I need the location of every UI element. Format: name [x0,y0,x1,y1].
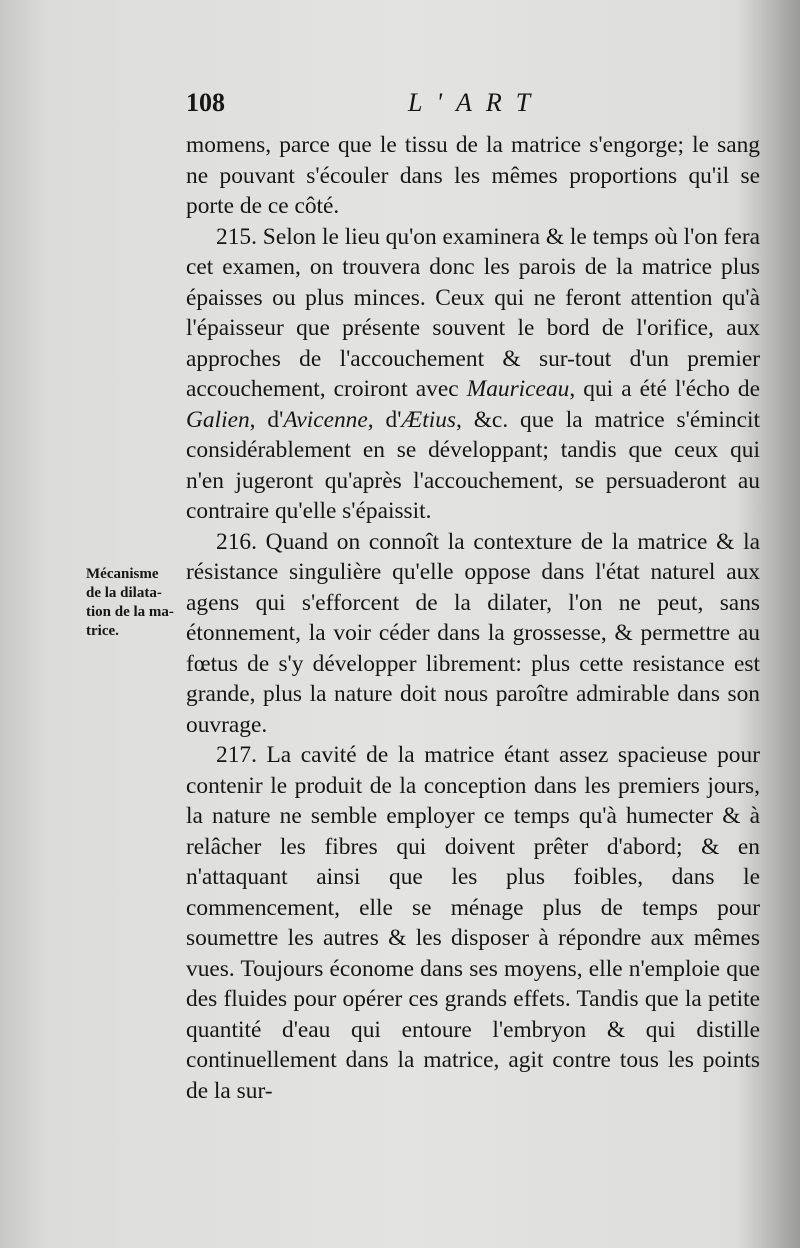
running-head: L'ART [408,88,545,117]
margin-note-line: Mécanisme [86,566,159,582]
margin-note-line: tion de la ma- [86,604,174,620]
author-name: Ætius [401,406,456,433]
author-name: Mauriceau [466,376,570,402]
margin-note-line: de la dilata- [86,585,162,601]
paragraph-217: 217. La cavité de la matrice étant assez spacieuse pour contenir le produit de la conception dans les premiers jours, la nature ne semble employer ce temps qu'à humecter & à relâcher les fibres qui doivent prêter d'abord; & en n'attaquant ainsi que les plus foibles, dans le commencement, elle se ménage plus de temps pour soumettre les autres & les disposer à répondre aux mêmes vues. Toujours économe dans ses moyens, elle n'emploie que des fluides pour opérer ces grands effets. Tandis que la petite quantité d'eau qui entoure l'embryon & qui distille continuellement dans la matrice, agit contre tous les points de la sur- [186,742,760,1104]
margin-note [86,565,186,641]
author-name: Avicenne [283,406,368,433]
margin-note-line: trice. [86,623,119,639]
paragraph-continuation: momens, parce que le tissu de la matrice s'engorge; le sang ne pouvant s'écouler dans les mêmes proportions qu'il se porte de ce côté. [186,132,760,219]
paragraph-text: , qui a été l'écho de [569,376,760,402]
paragraph-text: , &c. que la matrice s'émincit considérablement en se développant; tandis que ceux qui n'en jugeront qu'après l'accouchement, se persuaderont au contraire qu'elle s'épaissit. [186,406,760,524]
paragraph-text: 215. Selon le lieu qu'on examinera & le temps où l'on fera cet examen, on trouvera donc les parois de la matrice plus épaisses ou plus minces. Ceux qui ne feront attention qu'à l'épaisseur que présente souvent le bord de l'orifice, aux approches de l'accouchement & sur-tout d'un premier accouchement, croiront avec [186,223,760,402]
body-text [186,130,760,1106]
paragraph-216: 216. Quand on connoît la contexture de la matrice & la résistance singulière qu'elle oppose dans l'état naturel aux agens qui s'efforcent de la dilater, l'on ne peut, sans étonnement, la voir céder dans la grossesse, & permettre au fœtus de s'y développer librement: plus cette resistance est grande, plus la nature doit nous paroître admirable dans son ouvrage. [186,528,760,738]
paragraph-text: , d' [249,406,284,433]
page-number: 108 [186,88,225,117]
author-name: Galien [186,406,250,433]
paragraph-text: , d' [367,406,402,433]
paragraph-215 [186,222,760,527]
